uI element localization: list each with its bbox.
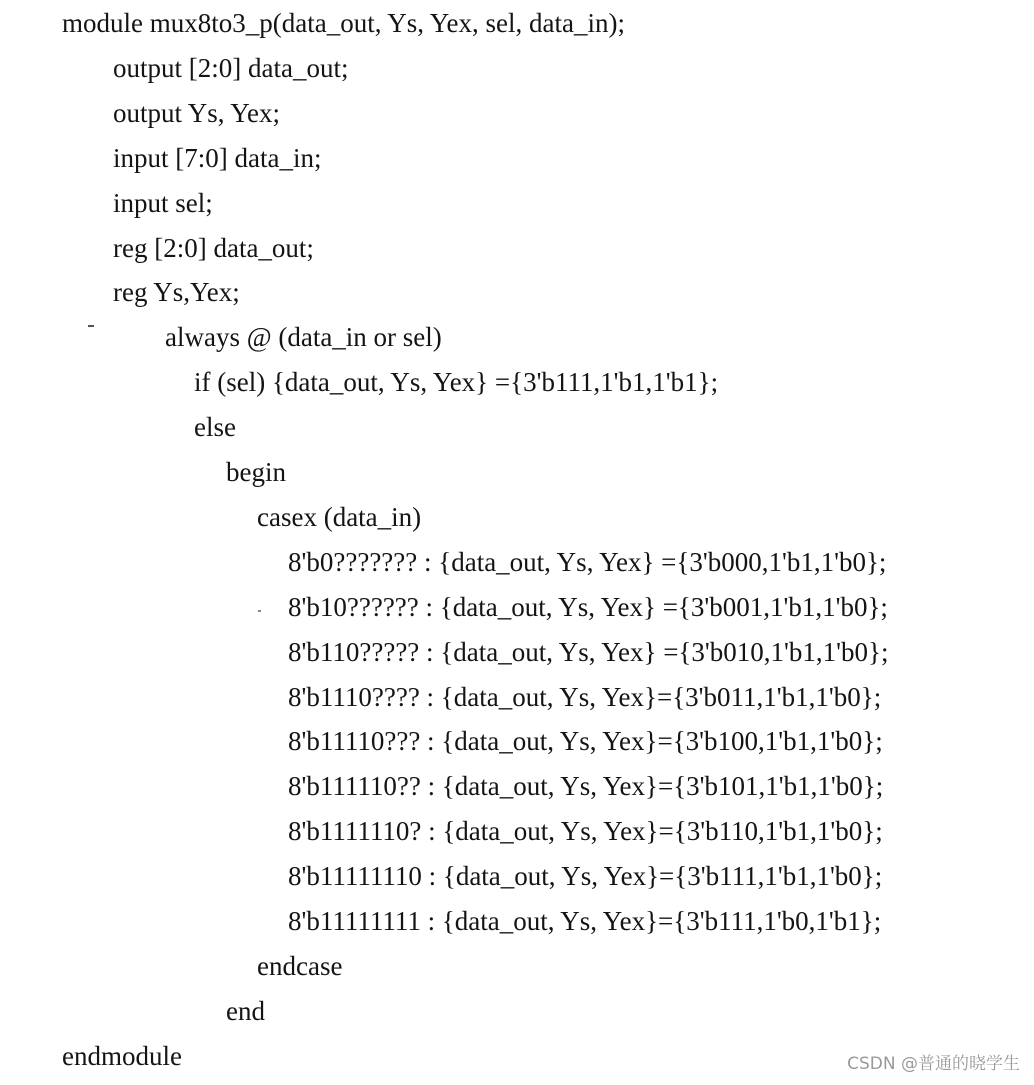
code-line: output [2:0] data_out; — [113, 52, 349, 83]
code-line: endcase — [257, 950, 343, 981]
code-line: 8'b11110??? : {data_out, Ys, Yex}={3'b100,1'b1,1'b0}; — [288, 726, 883, 757]
code-line: endmodule — [62, 1040, 182, 1071]
code-line: module mux8to3_p(data_out, Ys, Yex, sel, data_in); — [62, 8, 625, 38]
code-line: output Ys, Yex; — [113, 97, 281, 128]
code-line: 8'b10?????? : {data_out, Ys, Yex} ={3'b001,1'b1,1'b0}; — [288, 591, 888, 622]
code-line: 8'b11111110 : {data_out, Ys, Yex}={3'b111,1'b1,1'b0}; — [288, 861, 883, 892]
code-line: input sel; — [113, 187, 213, 218]
code-line: reg [2:0] data_out; — [113, 232, 314, 263]
code-line: 8'b110????? : {data_out, Ys, Yex} ={3'b010,1'b1,1'b0}; — [288, 636, 889, 667]
code-line: begin — [226, 457, 286, 487]
code-line: reg Ys,Yex; — [113, 277, 240, 308]
code-line: 8'b1111110? : {data_out, Ys, Yex}={3'b110,1'b1,1'b0}; — [288, 816, 883, 847]
scan-speck — [258, 610, 261, 612]
code-line: else — [194, 412, 236, 443]
code-line: 8'b111110?? : {data_out, Ys, Yex}={3'b101,1'b1,1'b0}; — [288, 771, 884, 802]
code-line: input [7:0] data_in; — [113, 142, 322, 173]
code-line: 8'b0??????? : {data_out, Ys, Yex} ={3'b000,1'b1,1'b0}; — [288, 546, 887, 577]
code-line: 8'b11111111 : {data_out, Ys, Yex}={3'b111,1'b0,1'b1}; — [288, 906, 882, 936]
watermark: CSDN @普通的晓学生 — [847, 1054, 1020, 1074]
code-line: always @ (data_in or sel) — [165, 322, 442, 353]
code-line: 8'b1110???? : {data_out, Ys, Yex}={3'b011,1'b1,1'b0}; — [288, 681, 882, 712]
code-line: end — [226, 995, 265, 1026]
code-line: casex (data_in) — [257, 501, 422, 532]
code-line: if (sel) {data_out, Ys, Yex} ={3'b111,1'b1,1'b1}; — [194, 367, 719, 398]
scan-speck — [88, 325, 94, 327]
